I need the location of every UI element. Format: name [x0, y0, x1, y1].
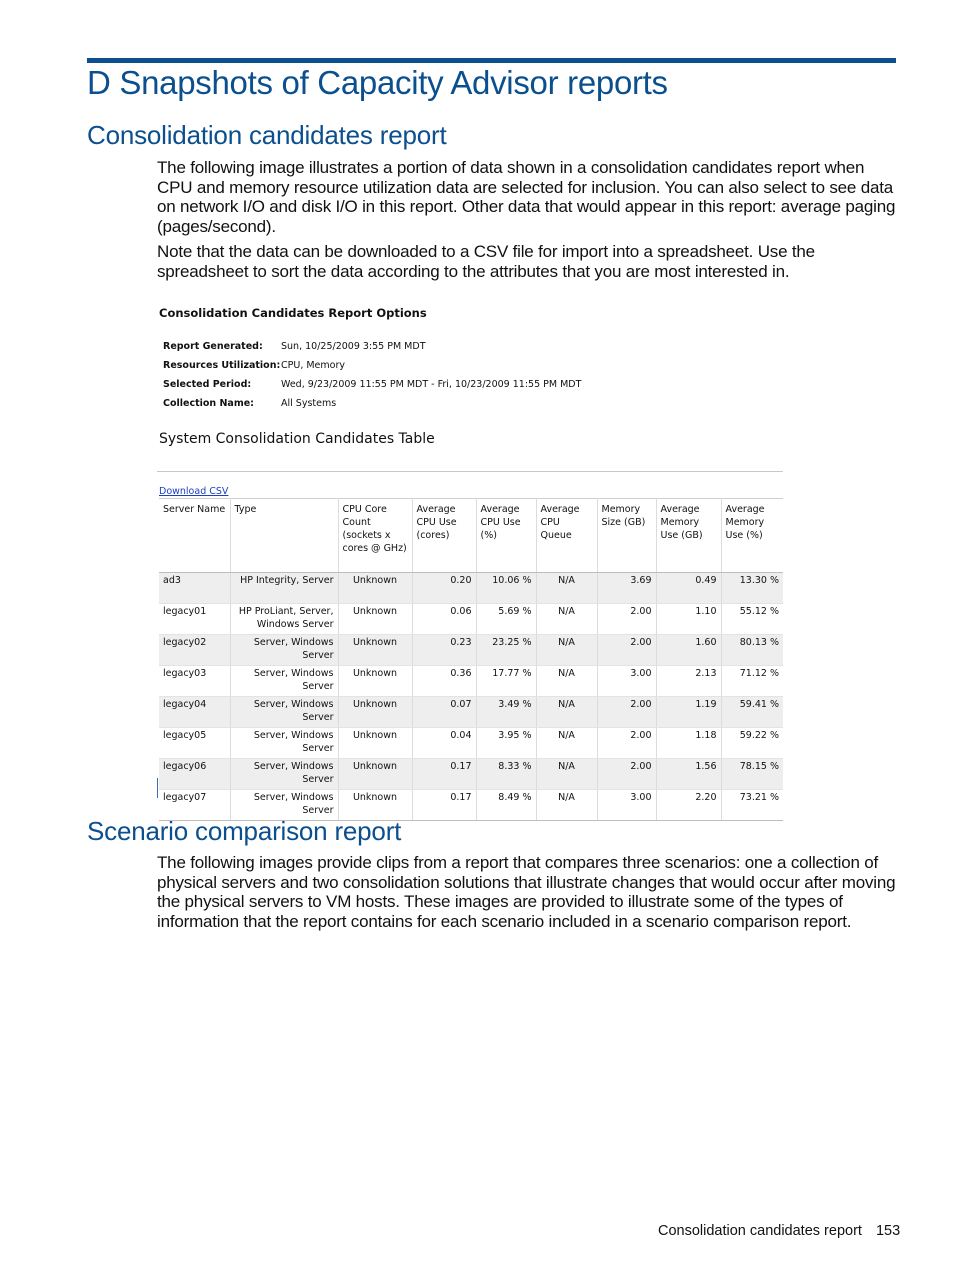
section-title-consolidation: Consolidation candidates report [87, 120, 447, 150]
table-header-row [159, 499, 783, 573]
table-cell: 59.22 % [721, 728, 783, 759]
table-cell: 8.33 % [476, 759, 536, 790]
column-header: CPU Core Count (sockets x cores @ GHz) [338, 499, 412, 573]
table-cell: N/A [536, 666, 597, 697]
divider [157, 471, 783, 472]
section-title-scenario: Scenario comparison report [87, 816, 402, 846]
table-cell: 1.18 [656, 728, 721, 759]
column-header: Memory Size (GB) [597, 499, 656, 573]
table-cell: Server, Windows Server [230, 666, 338, 697]
column-header: Average Memory Use (%) [721, 499, 783, 573]
option-key: Selected Period: [163, 379, 252, 390]
table-cell: 0.36 [412, 666, 476, 697]
table-cell: 71.12 % [721, 666, 783, 697]
table-row [159, 697, 783, 728]
table-cell: 2.00 [597, 759, 656, 790]
table-cell: 2.00 [597, 728, 656, 759]
table-row [159, 728, 783, 759]
table-cell: Unknown [338, 573, 412, 604]
page-number: 153 [875, 1223, 901, 1239]
table-cell: 2.00 [597, 604, 656, 635]
option-row [163, 341, 426, 352]
consolidation-candidates-table [159, 498, 783, 821]
table-cell: Server, Windows Server [230, 697, 338, 728]
table-cell: Server, Windows Server [230, 790, 338, 821]
table-row [159, 666, 783, 697]
table-cell: legacy07 [159, 790, 230, 821]
table-cell: N/A [536, 697, 597, 728]
option-value: Sun, 10/25/2009 3:55 PM MDT [281, 341, 426, 352]
table-cell: 0.06 [412, 604, 476, 635]
table-cell: Unknown [338, 728, 412, 759]
table-cell: 2.00 [597, 635, 656, 666]
table-cell: 3.00 [597, 790, 656, 821]
table-cell: 17.77 % [476, 666, 536, 697]
table-cell: 0.49 [656, 573, 721, 604]
table-cell: 78.15 % [721, 759, 783, 790]
table-cell: Unknown [338, 666, 412, 697]
footer-section: Consolidation candidates report [658, 1223, 862, 1239]
table-title: System Consolidation Candidates Table [159, 431, 435, 447]
option-key: Resources Utilization: [163, 360, 281, 371]
table-cell: 8.49 % [476, 790, 536, 821]
column-header: Average CPU Use (cores) [412, 499, 476, 573]
table-row [159, 759, 783, 790]
table-cell: Server, Windows Server [230, 635, 338, 666]
table-cell: 23.25 % [476, 635, 536, 666]
margin-mark [157, 778, 158, 798]
column-header: Average CPU Queue [536, 499, 597, 573]
options-title: Consolidation Candidates Report Options [159, 306, 427, 320]
table-cell: N/A [536, 759, 597, 790]
table-cell: HP ProLiant, Server, Windows Server [230, 604, 338, 635]
table-cell: 3.95 % [476, 728, 536, 759]
table-cell: 55.12 % [721, 604, 783, 635]
table-cell: 73.21 % [721, 790, 783, 821]
table-cell: 3.49 % [476, 697, 536, 728]
option-value: All Systems [281, 398, 337, 409]
table-cell: 2.20 [656, 790, 721, 821]
table-cell: N/A [536, 604, 597, 635]
table-cell: 5.69 % [476, 604, 536, 635]
table-cell: 13.30 % [721, 573, 783, 604]
table-cell: 0.17 [412, 790, 476, 821]
table-cell: legacy04 [159, 697, 230, 728]
table-cell: 2.13 [656, 666, 721, 697]
table-cell: Unknown [338, 604, 412, 635]
table-row [159, 635, 783, 666]
option-key: Collection Name: [163, 398, 254, 409]
intro-paragraph: The following image illustrates a portion of data shown in a consolidation candidates report when CPU and memory resource utilization data are selected for inclusion. You can also select to see data on network I/O and disk I/O in this report. Other data that would appear in this report: average paging (pages/second). [157, 158, 896, 236]
page-footer [658, 1223, 900, 1239]
table-cell: 0.07 [412, 697, 476, 728]
table-cell: N/A [536, 728, 597, 759]
table-cell: N/A [536, 573, 597, 604]
table-cell: 0.17 [412, 759, 476, 790]
table-row [159, 604, 783, 635]
table-cell: Unknown [338, 759, 412, 790]
table-cell: legacy06 [159, 759, 230, 790]
table-cell: 1.10 [656, 604, 721, 635]
table-cell: 3.69 [597, 573, 656, 604]
option-value: CPU, Memory [281, 360, 345, 371]
table-cell: HP Integrity, Server [230, 573, 338, 604]
table-cell: legacy02 [159, 635, 230, 666]
table-cell: Server, Windows Server [230, 728, 338, 759]
table-cell: 1.60 [656, 635, 721, 666]
table-cell: 1.19 [656, 697, 721, 728]
scenario-paragraph: The following images provide clips from a report that compares three scenarios: one a collection of physical servers and two consolidation solutions that illustrate changes that would occur after moving the physical servers to VM hosts. These images are provided to illustrate some of the types of information that the report contains for each scenario included in a scenario comparison report. [157, 853, 896, 931]
table-cell: 0.04 [412, 728, 476, 759]
option-row [163, 360, 345, 371]
column-header: Type [230, 499, 338, 573]
table-cell: 80.13 % [721, 635, 783, 666]
csv-note-paragraph: Note that the data can be downloaded to a CSV file for import into a spreadsheet. Use the spreadsheet to sort the data according to the attributes that you are most interested in. [157, 242, 815, 281]
option-value: Wed, 9/23/2009 11:55 PM MDT - Fri, 10/23/2009 11:55 PM MDT [281, 379, 582, 390]
table-cell: Unknown [338, 635, 412, 666]
table-row [159, 573, 783, 604]
table-cell: 3.00 [597, 666, 656, 697]
table-cell: Server, Windows Server [230, 759, 338, 790]
column-header: Average CPU Use (%) [476, 499, 536, 573]
table-cell: 0.20 [412, 573, 476, 604]
table-cell: legacy05 [159, 728, 230, 759]
table-cell: 0.23 [412, 635, 476, 666]
option-row [163, 379, 581, 390]
table-cell: ad3 [159, 573, 230, 604]
table-cell: legacy01 [159, 604, 230, 635]
table-cell: 1.56 [656, 759, 721, 790]
table-cell: N/A [536, 790, 597, 821]
column-header: Average Memory Use (GB) [656, 499, 721, 573]
table-cell: 59.41 % [721, 697, 783, 728]
option-key: Report Generated: [163, 341, 263, 352]
page-title: D Snapshots of Capacity Advisor reports [87, 64, 668, 101]
table-cell: Unknown [338, 697, 412, 728]
heading-rule [87, 58, 896, 63]
table-cell: legacy03 [159, 666, 230, 697]
table-cell: N/A [536, 635, 597, 666]
download-csv-link[interactable]: Download CSV [159, 486, 229, 497]
table-cell: 2.00 [597, 697, 656, 728]
table-cell: 10.06 % [476, 573, 536, 604]
table-cell: Unknown [338, 790, 412, 821]
column-header: Server Name [159, 499, 230, 573]
option-row [163, 398, 336, 409]
